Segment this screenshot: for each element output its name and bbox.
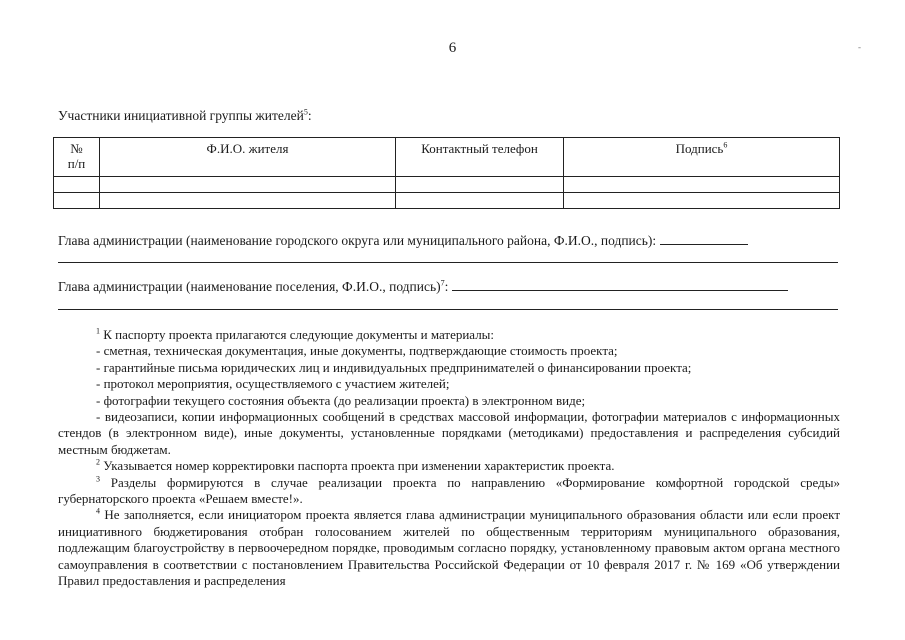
settlement-head-signature [58, 278, 788, 295]
header-number-line1: № [70, 141, 83, 156]
header-number-line2: п/п [67, 156, 86, 171]
footnote-1 [58, 327, 840, 343]
header-signature-text: Подпись [675, 141, 724, 156]
table-cell[interactable] [564, 177, 840, 193]
group-title-colon: : [307, 108, 312, 123]
footnote-4-text: Не заполняется, если инициатором проекта является глава администрации муниципального образования области или если проект инициативного бюджетирования отобран голосованием жителей по общественным территориям муниципального образования, подлежащим благоустройству в первоочередном порядке, проводимым согласно порядку, установленному правовым актом органа местного самоуправления в соответствии с постановлением Правительства Российской Федерации от 10 февраля 2017 г. № 169 «Об утверждении Правил предоставления и распределения [58, 507, 840, 589]
table-cell[interactable] [54, 177, 100, 193]
header-phone: Контактный телефон [396, 138, 564, 177]
footnote-1-item: - гарантийные письма юридических лиц и индивидуальных предпринимателей о финансировании проекта; [96, 359, 692, 375]
footnote-1-ref: 1 [96, 326, 100, 336]
footnote-3-text: Разделы формируются в случае реализации проекта по направлению «Формирование комфортной городской среды» губернаторского проекта «Решаем вместе!». [58, 474, 841, 507]
settlement-head-label [58, 279, 448, 294]
district-head-rule [58, 262, 838, 263]
table-row [54, 177, 840, 193]
header-name: Ф.И.О. жителя [100, 138, 396, 177]
corner-mark: - [858, 42, 861, 52]
district-head-signature [58, 232, 748, 249]
settlement-head-ref: 7 [440, 278, 445, 288]
footnote-2 [58, 458, 840, 474]
footnote-1-item: - протокол мероприятия, осуществляемого с участием жителей; [96, 376, 450, 392]
settlement-head-text: Глава администрации (наименование поселения, Ф.И.О., подпись) [58, 279, 441, 294]
table-cell[interactable] [564, 193, 840, 209]
members-table-header [54, 138, 840, 177]
footnote-1-item: - сметная, техническая документация, иные документы, подтверждающие стоимость проекта; [96, 343, 618, 359]
footnote-3-ref: 3 [96, 474, 100, 484]
table-cell[interactable] [54, 193, 100, 209]
district-head-label: Глава администрации (наименование городского округа или муниципального района, Ф.И.О., подпись): [58, 233, 657, 248]
settlement-head-rule [58, 309, 838, 310]
header-signature [564, 138, 840, 177]
table-cell[interactable] [100, 177, 396, 193]
district-head-blank[interactable] [660, 232, 748, 245]
header-number [54, 138, 100, 177]
footnote-2-text: Указывается номер корректировки паспорта проекта при изменении характеристик проекта. [103, 458, 615, 474]
page-number: 6 [448, 40, 457, 56]
settlement-head-blank[interactable] [452, 278, 788, 291]
footnote-1-intro: К паспорту проекта прилагаются следующие документы и материалы: [103, 327, 495, 342]
table-cell[interactable] [396, 193, 564, 209]
table-cell[interactable] [396, 177, 564, 193]
table-row [54, 193, 840, 209]
group-title-ref: 5 [303, 107, 308, 117]
footnote-4-ref: 4 [96, 507, 100, 517]
footnote-2-ref: 2 [96, 457, 100, 467]
footnotes [58, 327, 840, 590]
table-cell[interactable] [100, 193, 396, 209]
footnote-3 [58, 475, 840, 508]
footnote-1-last-item: - видеозаписи, копии информационных сообщений в средствах массовой информации, фотографии материалов с информационных стендов (в электронном виде), иные документы, установленные порядками (методиками) предоставления и распределения субсидий местным бюджетам. [58, 409, 840, 457]
group-title [58, 108, 312, 124]
footnote-1-item: - фотографии текущего состояния объекта (до реализации проекта) в электронном виде; [96, 392, 586, 408]
settlement-head-colon: : [444, 279, 449, 294]
members-table [53, 137, 840, 209]
footnote-4 [58, 507, 840, 589]
group-title-text: Участники инициативной группы жителей [58, 108, 304, 123]
header-signature-ref: 6 [723, 140, 728, 150]
